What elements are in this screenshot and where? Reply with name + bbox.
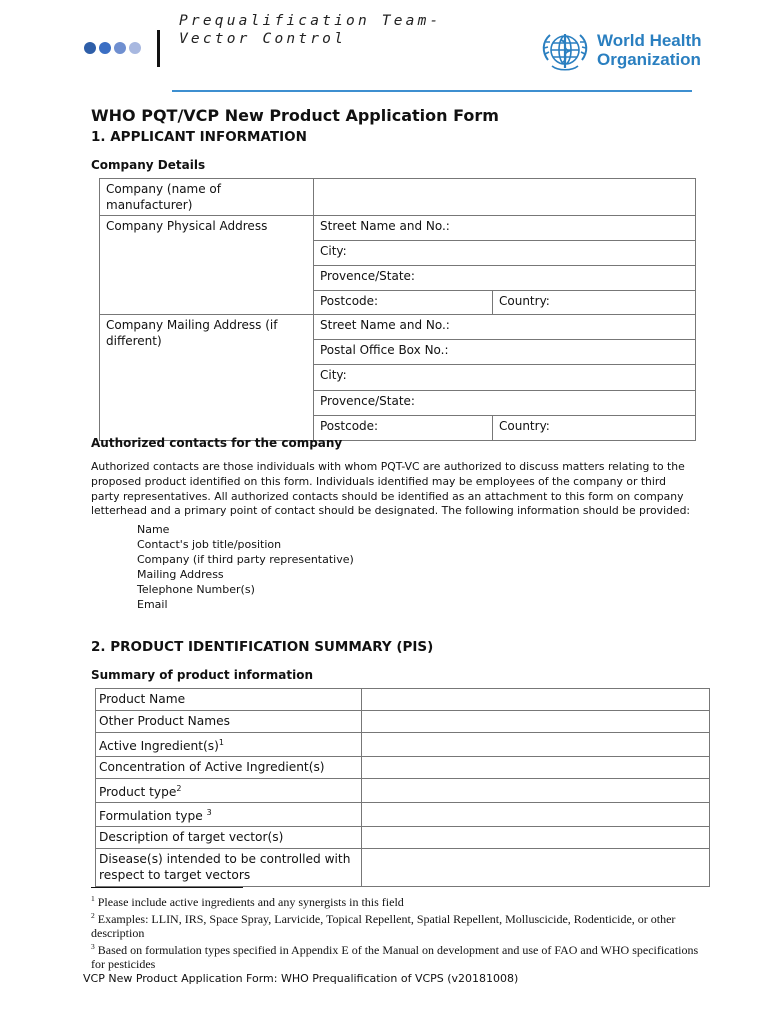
mailing-address-label: Company Mailing Address (if different) xyxy=(100,315,314,441)
other-names-field[interactable] xyxy=(362,711,710,733)
header-dot xyxy=(114,42,126,54)
physical-address-label: Company Physical Address xyxy=(100,216,314,315)
footnote: $^1$ Please include active ingredients and any synergists in this field xyxy=(91,894,404,909)
company-details-table xyxy=(99,178,696,441)
mailing-street-field[interactable]: Street Name and No.: xyxy=(314,315,696,340)
logo-text-line2: Organization xyxy=(597,50,701,69)
who-logo xyxy=(538,26,702,74)
mailing-postcode-field[interactable]: Postcode: xyxy=(314,416,493,441)
header-dot xyxy=(129,42,141,54)
product-summary-table xyxy=(95,688,710,887)
target-vectors-label: Description of target vector(s) xyxy=(96,827,362,849)
form-title: WHO PQT/VCP New Product Application Form xyxy=(91,106,499,125)
header-dot xyxy=(84,42,96,54)
physical-street-field[interactable]: Street Name and No.: xyxy=(314,216,696,241)
list-item: Contact's job title/position xyxy=(137,538,282,551)
footnote-divider xyxy=(91,887,243,888)
diseases-field[interactable] xyxy=(362,849,710,887)
concentration-label: Concentration of Active Ingredient(s) xyxy=(96,757,362,779)
list-item: Mailing Address xyxy=(137,568,224,581)
physical-province-field[interactable]: Provence/State: xyxy=(314,266,696,291)
footnote: $^2$ Examples: LLIN, IRS, Space Spray, Larvicide, Topical Repellent, Spatial Repellent, Molluscicide, Rodenticide, or other description xyxy=(91,911,676,940)
list-item: Company (if third party representative) xyxy=(137,553,354,566)
other-names-label: Other Product Names xyxy=(96,711,362,733)
who-emblem-icon xyxy=(538,26,592,74)
mailing-country-field[interactable]: Country: xyxy=(493,416,696,441)
header-dot xyxy=(99,42,111,54)
active-ingredients-field[interactable] xyxy=(362,733,710,757)
list-item: Email xyxy=(137,598,168,611)
active-ingredients-label: Active $Ingredient(s)^1$ xyxy=(96,733,362,757)
header-dots xyxy=(84,42,141,54)
product-type-field[interactable] xyxy=(362,779,710,803)
physical-postcode-field[interactable]: Postcode: xyxy=(314,291,493,315)
formulation-type-field[interactable] xyxy=(362,803,710,827)
footnotes xyxy=(91,892,703,971)
logo-text-line1: World Health xyxy=(597,31,702,50)
physical-country-field[interactable]: Country: xyxy=(493,291,696,315)
formulation-type-label: Formulation type $^3$ xyxy=(96,803,362,827)
company-name-field[interactable] xyxy=(314,179,696,216)
mailing-city-field[interactable]: City: xyxy=(314,365,696,391)
section2-heading: 2. PRODUCT IDENTIFICATION SUMMARY (PIS) xyxy=(91,639,434,655)
contact-info-list xyxy=(137,522,354,612)
page-footer: VCP New Product Application Form: WHO Prequalification of VCPS (v20181008) xyxy=(83,972,519,985)
header-title-line1: Prequalification Team- xyxy=(179,13,442,29)
section1-heading: 1. APPLICANT INFORMATION xyxy=(91,129,307,145)
target-vectors-field[interactable] xyxy=(362,827,710,849)
product-name-field[interactable] xyxy=(362,689,710,711)
header-title-line2: Vector Control xyxy=(179,31,347,47)
header-divider xyxy=(157,30,160,67)
footnote: $^3$ Based on formulation types specified in Appendix E of the Manual on development and use of FAO and WHO specifications for pesticides xyxy=(91,942,699,971)
physical-city-field[interactable]: City: xyxy=(314,241,696,266)
concentration-field[interactable] xyxy=(362,757,710,779)
diseases-label: Disease(s) intended to be controlled with respect to target vectors xyxy=(96,849,362,887)
list-item: Name xyxy=(137,523,170,536)
product-name-label: Product Name xyxy=(96,689,362,711)
authorized-contacts-paragraph: Authorized contacts are those individuals with whom PQT-VC are authorized to discuss matters relating to the proposed product identified on this form. Individuals identified may be employees of the company or third party representatives. All authorized contacts should be identified as an attachment to this form on company letterhead and a primary point of contact should be designated. The following information should be provided: xyxy=(91,460,691,518)
company-name-label: Company (name of manufacturer) xyxy=(100,179,314,216)
company-details-heading: Company Details xyxy=(91,158,206,172)
product-summary-heading: Summary of product information xyxy=(91,668,314,682)
mailing-po-box-field[interactable]: Postal Office Box No.: xyxy=(314,340,696,365)
authorized-contacts-heading: Authorized contacts for the company xyxy=(91,436,343,450)
header-rule xyxy=(172,90,692,92)
header-title xyxy=(179,12,469,48)
product-type-label: Product type$^2$ xyxy=(96,779,362,803)
mailing-province-field[interactable]: Provence/State: xyxy=(314,391,696,416)
list-item: Telephone Number(s) xyxy=(137,583,255,596)
